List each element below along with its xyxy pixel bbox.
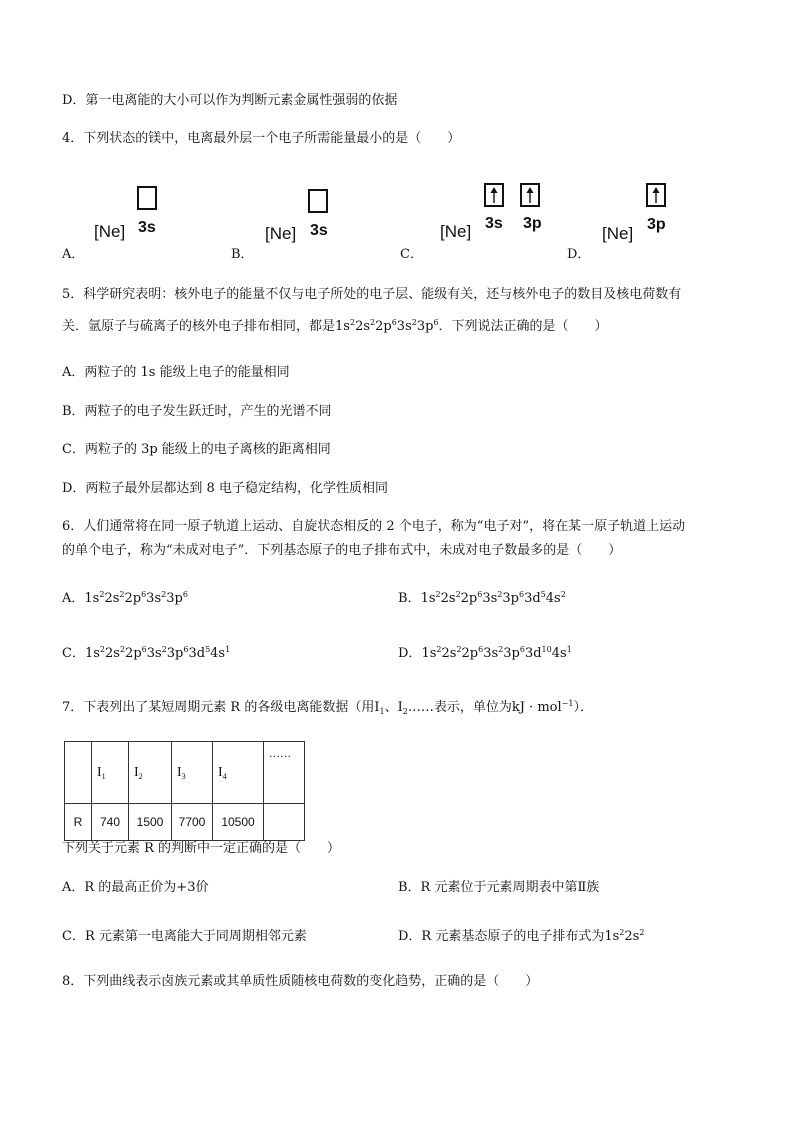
orbital-box	[520, 183, 540, 207]
q5-stem-line1: 5．科学研究表明：核外电子的能量不仅与电子所处的电子层、能级有关，还与核外电子的数目及核电荷数有	[62, 287, 682, 302]
table-header-cell: $I_1$	[92, 742, 129, 804]
ne-core-label: [Ne]	[94, 222, 126, 241]
orbital-box	[484, 183, 504, 207]
ionization-energy-table	[64, 741, 305, 841]
table-cell: R	[65, 804, 92, 841]
up-arrow-icon	[522, 185, 538, 205]
q5-option-a: A．两粒子的 1s 能级上电子的能量相同	[62, 365, 290, 380]
orbital-label: 3s	[485, 215, 503, 232]
ne-core-label: [Ne]	[265, 224, 297, 243]
table-cell	[264, 804, 305, 841]
electron-config: $1s^22s^2$	[604, 928, 645, 944]
q6-stem-line2: 的单个电子，称为“未成对电子”．下列基态原子的电子排布式中，未成对电子数最多的是（ ）	[62, 543, 622, 558]
orbital-label: 3p	[647, 216, 666, 233]
option-letter: A．	[62, 247, 85, 262]
option-letter: D．	[567, 247, 591, 262]
table-header-cell	[65, 742, 92, 804]
q5-stem-post: ．下列说法正确的是（ ）	[438, 319, 608, 334]
q6-stem-line1: 6．人们通常将在同一原子轨道上运动、自旋状态相反的 2 个电子，称为“电子对”，将在某一原子轨道上运动	[62, 519, 686, 534]
electron-config: $1s^22s^22p^63s^23p^63d^54s^1$	[84, 645, 231, 661]
i1-symbol: $I_1$	[374, 700, 385, 716]
ne-core-label: [Ne]	[440, 222, 472, 241]
q5-stem-line2	[62, 318, 608, 336]
q8-stem: 8．下列曲线表示卤族元素或其单质性质随核电荷数的变化趋势，正确的是（ ）	[62, 974, 539, 989]
electron-config: $1s^22s^22p^63s^23p^6$	[335, 318, 439, 334]
q7-option-c: C．R 元素第一电离能大于同周期相邻元素	[62, 929, 307, 944]
table-header-cell: $I_2$	[129, 742, 172, 804]
i2-symbol: $I_2$	[397, 700, 408, 716]
unit: kJ · mol$^{-1}$	[511, 699, 574, 715]
q5-stem-pre: 关．氩原子与硫离子的核外电子排布相同，都是	[62, 319, 336, 334]
up-arrow-icon	[648, 185, 664, 205]
q7-follow-up: 下列关于元素 R 的判断中一定正确的是（ ）	[62, 841, 341, 856]
table-cell: 10500	[213, 804, 264, 841]
q7-stem: 7．下表列出了某短周期元素 R 的各级电离能数据（用$I_1$、$I_2\dots\dots$表示，单位为kJ · mol$^{-1}$）．	[62, 699, 593, 716]
table-header-row	[65, 742, 305, 804]
electron-config: $1s^22s^22p^63s^23p^6$	[84, 590, 188, 606]
orbital-box	[137, 186, 157, 210]
option-letter: B．	[231, 247, 254, 262]
orbital-box	[646, 183, 666, 207]
q5-option-c: C．两粒子的 3p 能级上的电子离核的距离相同	[62, 442, 331, 457]
option-letter: C．	[400, 247, 423, 262]
ne-core-label: [Ne]	[602, 224, 634, 243]
orbital-label: 3s	[138, 219, 156, 236]
q6-option-b: B．$1s^22s^22p^63s^23p^63d^54s^2$	[398, 590, 566, 606]
orbital-label: 3s	[310, 222, 328, 239]
table-header-cell: ……	[264, 742, 305, 804]
orbital-label: 3p	[523, 215, 542, 232]
q7-option-a: A．R 的最高正价为+3价	[62, 880, 209, 895]
q4-stem: 4．下列状态的镁中，电离最外层一个电子所需能量最小的是（ ）	[62, 131, 461, 146]
q3-option-d: D．第一电离能的大小可以作为判断元素金属性强弱的依据	[62, 93, 398, 108]
orbital-box	[308, 189, 328, 213]
electron-config: $1s^22s^22p^63s^23p^63d^{10}4s^1$	[421, 645, 572, 661]
q5-option-b: B．两粒子的电子发生跃迁时，产生的光谱不同	[62, 404, 332, 419]
table-cell: 1500	[129, 804, 172, 841]
table-cell: 7700	[172, 804, 213, 841]
table-cell: 740	[92, 804, 129, 841]
table-header-cell: $I_3$	[172, 742, 213, 804]
q6-option-a: A．$1s^22s^22p^63s^23p^6$	[62, 590, 188, 606]
q5-option-d: D．两粒子最外层都达到 8 电子稳定结构，化学性质相同	[62, 481, 388, 496]
table-row	[65, 804, 305, 841]
q6-option-d: D．$1s^22s^22p^63s^23p^63d^{10}4s^1$	[398, 645, 572, 661]
electron-config: $1s^22s^22p^63s^23p^63d^54s^2$	[420, 590, 566, 606]
up-arrow-icon	[486, 185, 502, 205]
q6-option-c: C．$1s^22s^22p^63s^23p^63d^54s^1$	[62, 645, 231, 661]
q7-option-d: D．R 元素基态原子的电子排布式为$1s^22s^2$	[398, 928, 645, 944]
q7-option-b: B．R 元素位于元素周期表中第Ⅱ族	[398, 880, 600, 895]
table-header-cell: $I_4$	[213, 742, 264, 804]
